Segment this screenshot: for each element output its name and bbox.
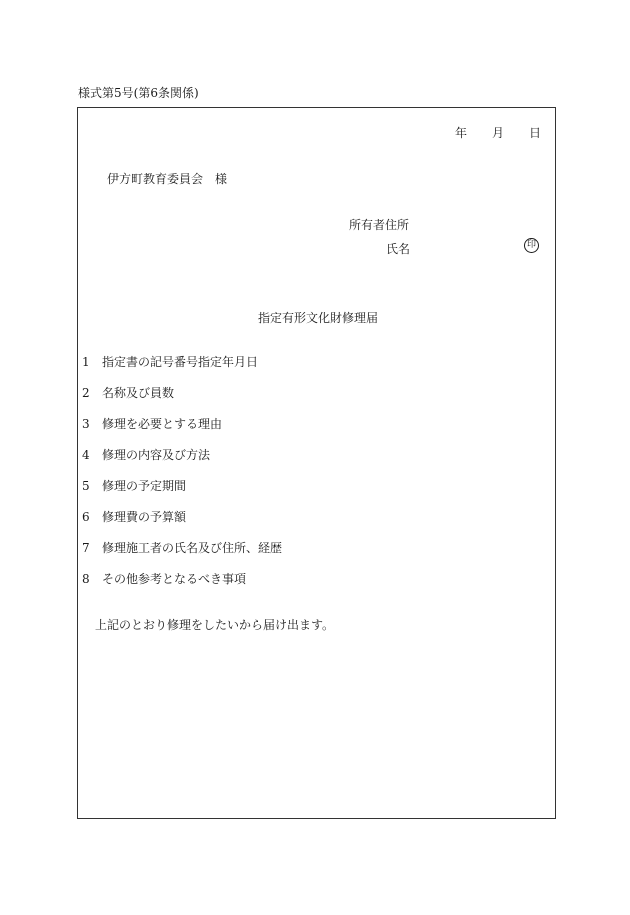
item-text: 修理の予定期間 [102, 479, 187, 493]
form-number-label: 様式第5号(第6条関係) [78, 86, 199, 100]
item-number: 8 [82, 572, 90, 586]
list-item [82, 384, 174, 401]
list-item [82, 539, 282, 556]
item-text: 修理施工者の氏名及び住所、経歴 [102, 541, 283, 555]
item-number: 1 [82, 355, 90, 369]
document-title: 指定有形文化財修理届 [258, 311, 379, 325]
date-year-label: 年 [455, 126, 468, 140]
item-text: 名称及び員数 [102, 386, 175, 400]
item-number: 3 [82, 417, 90, 431]
item-number: 7 [82, 541, 90, 555]
item-number: 2 [82, 386, 90, 400]
item-number: 4 [82, 448, 90, 462]
item-text: 修理を必要とする理由 [102, 417, 223, 431]
item-text: 指定書の記号番号指定年月日 [102, 355, 259, 369]
date-day-label: 日 [528, 126, 541, 140]
date-month-label: 月 [491, 126, 504, 140]
item-number: 6 [82, 510, 90, 524]
owner-address-label: 所有者住所 [349, 218, 410, 232]
date-row [455, 124, 541, 141]
item-number: 5 [82, 479, 90, 493]
closing-statement: 上記のとおり修理をしたいから届け出ます。 [95, 618, 335, 632]
item-text: その他参考となるべき事項 [102, 572, 247, 586]
list-item [82, 477, 186, 494]
list-item [82, 415, 222, 432]
item-text: 修理の内容及び方法 [102, 448, 211, 462]
form-frame [77, 107, 556, 819]
list-item [82, 446, 210, 463]
addressee: 伊方町教育委員会 様 [107, 172, 228, 186]
owner-name-label: 氏名 [386, 242, 411, 256]
item-text: 修理費の予算額 [102, 510, 187, 524]
list-item [82, 508, 186, 525]
list-item [82, 353, 258, 370]
seal-icon: 印 [524, 238, 539, 253]
list-item [82, 570, 246, 587]
